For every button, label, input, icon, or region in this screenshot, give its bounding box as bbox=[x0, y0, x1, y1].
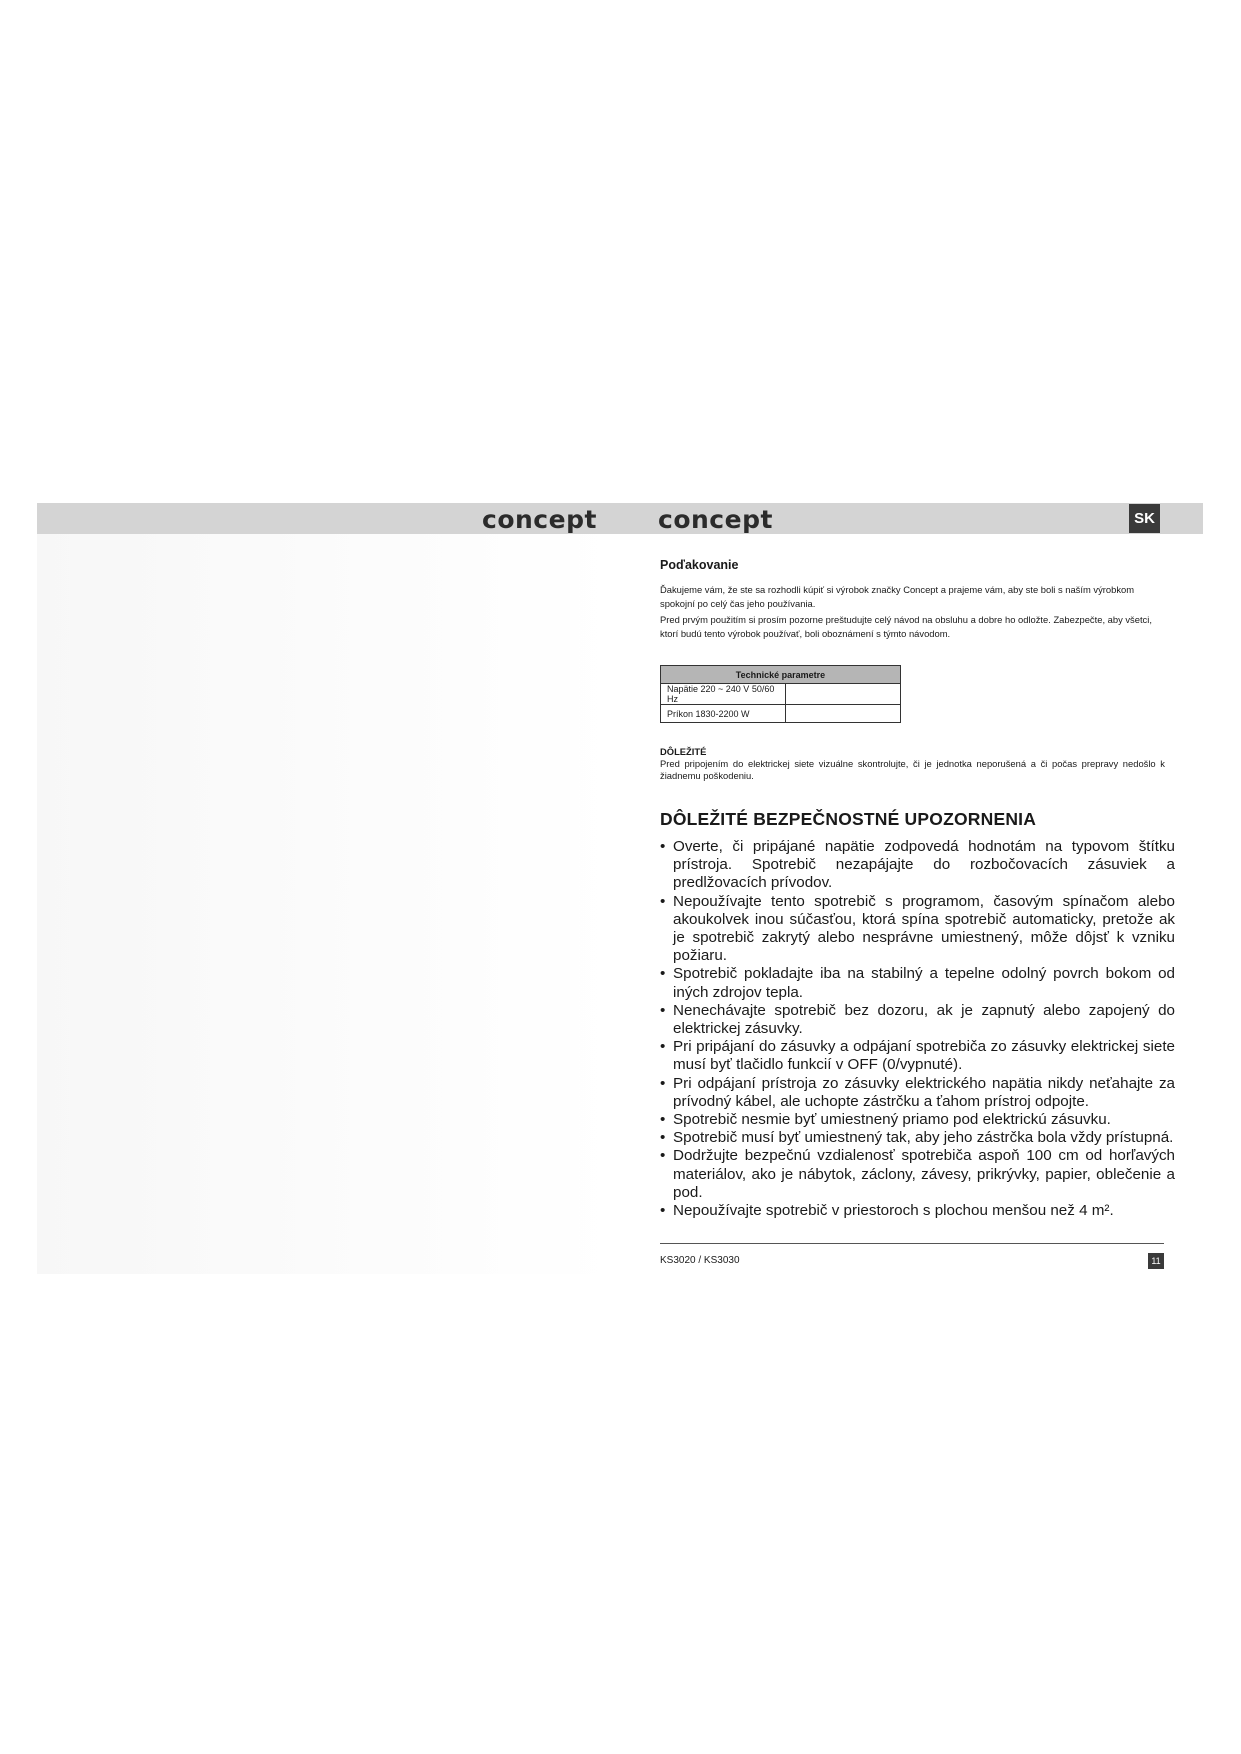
brand-logo-right: concept bbox=[658, 505, 773, 534]
list-item: • Spotrebič pokladajte iba na stabilný a tepelne odolný povrch bokom od iných zdrojov tepla. bbox=[660, 965, 1175, 1001]
header-bar bbox=[37, 503, 1203, 534]
brand-logo-left: concept bbox=[482, 505, 597, 534]
list-item: • Nenechávajte spotrebič bez dozoru, ak je zapnutý alebo zapojený do elektrickej zásuvky. bbox=[660, 1002, 1175, 1038]
safety-list bbox=[660, 838, 1175, 1220]
list-item: • Nepoužívajte tento spotrebič s programom, časovým spínačom alebo akoukolvek inou súčasťou, ktorá spína spotrebič automaticky, pretože ak je spotrebič zakrytý alebo nesprávne umiestnený, môže dôjsť k vzniku požiaru. bbox=[660, 893, 1175, 966]
language-badge: SK bbox=[1129, 504, 1160, 533]
spec-cell: Príkon 1830-2200 W bbox=[661, 705, 786, 723]
intro-paragraph: Pred prvým použitím si prosím pozorne preštudujte celý návod na obsluhu a dobre ho odložte. Zabezpečte, aby všetci, ktorí budú tento výrobok používať, boli oboznámení s týmto návodom. bbox=[660, 614, 1152, 639]
important-notice bbox=[660, 746, 1165, 782]
table-row bbox=[661, 705, 901, 723]
list-item: • Spotrebič musí byť umiestnený tak, aby jeho zástrčka bola vždy prístupná. bbox=[660, 1129, 1175, 1147]
footer-divider bbox=[660, 1243, 1164, 1244]
table-row bbox=[661, 684, 901, 705]
list-item: • Nepoužívajte spotrebič v priestoroch s plochou menšou než 4 m². bbox=[660, 1202, 1175, 1220]
important-label: DÔLEŽITÉ bbox=[660, 746, 707, 757]
spec-cell: Napätie 220 ~ 240 V 50/60 Hz bbox=[661, 684, 786, 705]
list-item: • Overte, či pripájané napätie zodpovedá hodnotám na typovom štítku prístroja. Spotrebič nezapájajte do rozbočovacích zásuviek a predlžovacích prívodov. bbox=[660, 838, 1175, 893]
safety-title: DÔLEŽITÉ BEZPEČNOSTNÉ UPOZORNENIA bbox=[660, 809, 1037, 829]
intro-title: Poďakovanie bbox=[660, 558, 739, 572]
list-item: • Dodržujte bezpečnú vzdialenosť spotrebiča aspoň 100 cm od horľavých materiálov, ako je nábytok, záclony, závesy, prikrývky, papier, oblečenie a pod. bbox=[660, 1147, 1175, 1202]
intro-section bbox=[660, 583, 1165, 641]
important-text: Pred pripojením do elektrickej siete vizuálne skontrolujte, či je jednotka neporušená a či počas prepravy nedošlo k žiadnemu poškodeniu. bbox=[660, 758, 1165, 781]
left-page-blank bbox=[37, 534, 617, 1274]
page-number: 11 bbox=[1148, 1253, 1164, 1269]
list-item: • Spotrebič nesmie byť umiestnený priamo pod elektrickú zásuvku. bbox=[660, 1111, 1175, 1129]
spec-table bbox=[660, 665, 901, 723]
list-item: • Pri pripájaní do zásuvky a odpájaní spotrebiča zo zásuvky elektrickej siete musí byť tlačidlo funkcií v OFF (0/vypnuté). bbox=[660, 1038, 1175, 1074]
spec-cell bbox=[786, 705, 901, 723]
page-content bbox=[660, 558, 1175, 1220]
spec-table-header: Technické parametre bbox=[661, 666, 901, 684]
intro-paragraph: Ďakujeme vám, že ste sa rozhodli kúpiť si výrobok značky Concept a prajeme vám, aby ste boli s naším výrobkom spokojní po celý čas jeho používania. bbox=[660, 584, 1135, 609]
model-number: KS3020 / KS3030 bbox=[660, 1255, 740, 1266]
spec-cell bbox=[786, 684, 901, 705]
list-item: • Pri odpájaní prístroja zo zásuvky elektrického napätia nikdy neťahajte za prívodný kábel, ale uchopte zástrčku a ťahom prístroj odpojte. bbox=[660, 1075, 1175, 1111]
